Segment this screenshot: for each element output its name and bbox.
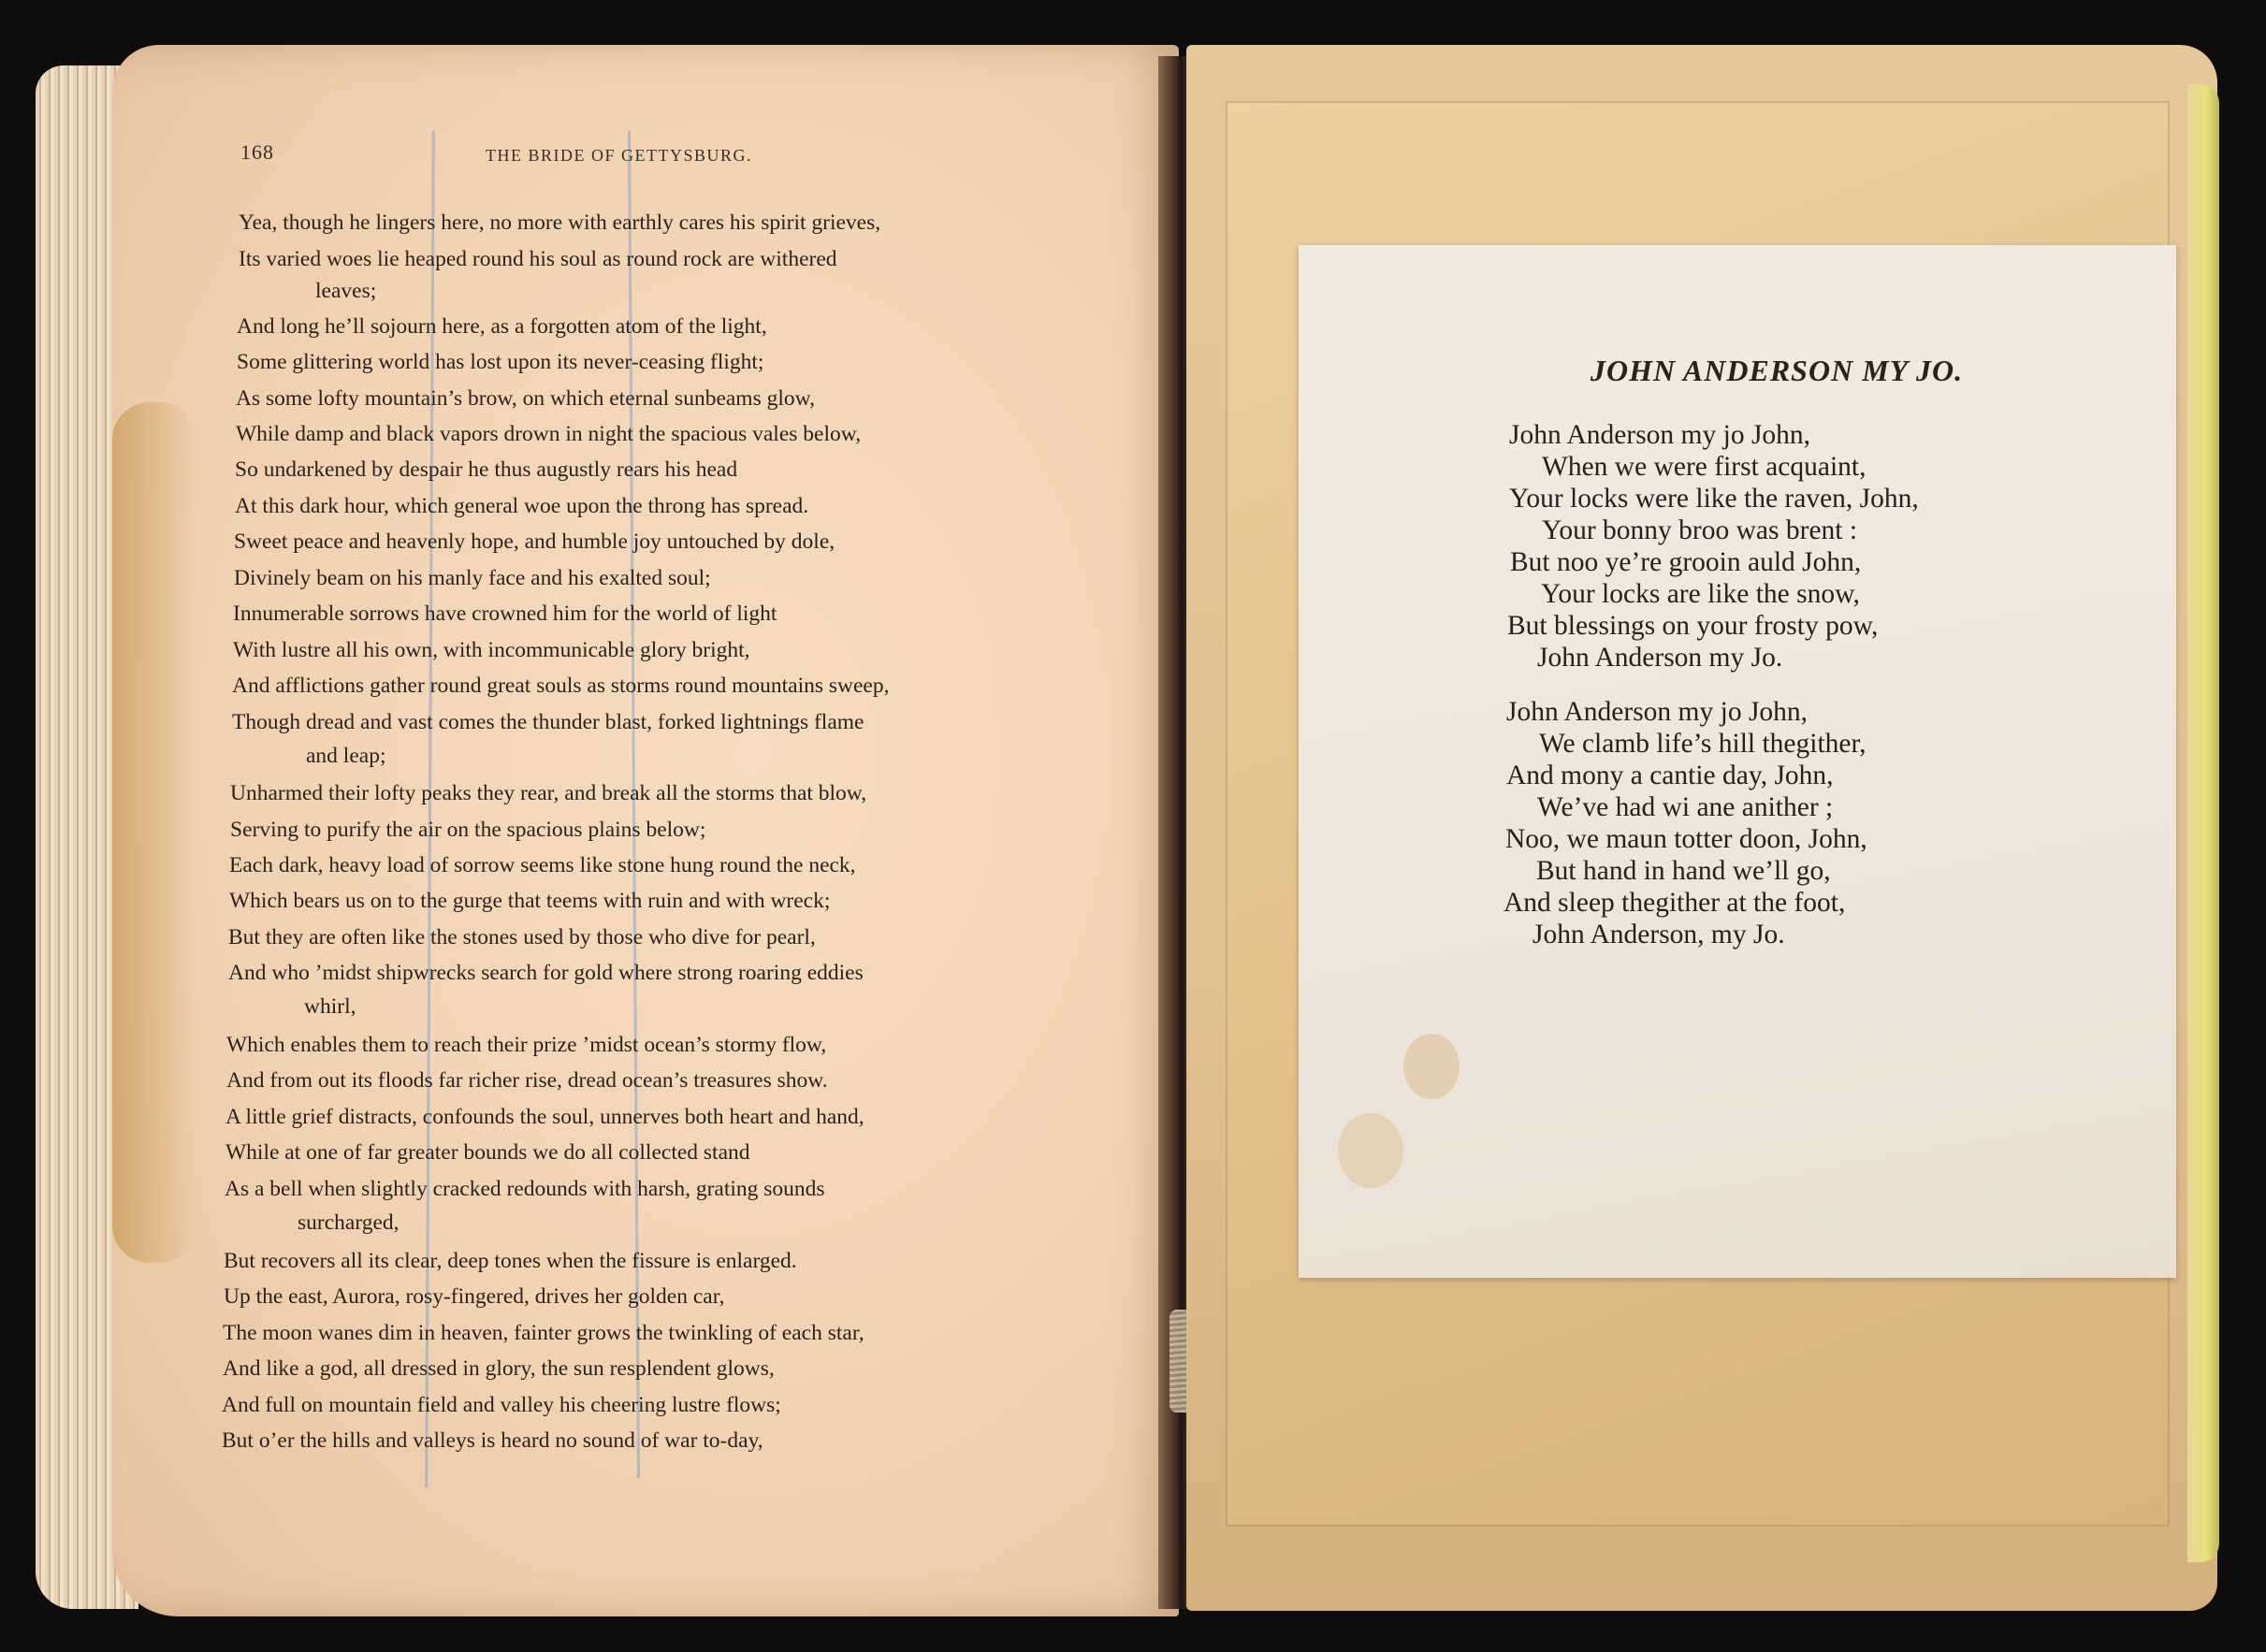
poem-line: But blessings on your frosty pow, — [1507, 611, 1879, 641]
text-line: Up the east, Aurora, rosy-fingered, drives her golden car, — [224, 1284, 725, 1309]
stain — [1403, 1034, 1460, 1099]
right-page-edge — [2187, 84, 2219, 1562]
text-line: Though dread and vast comes the thunder blast, forked lightnings flame — [232, 710, 864, 734]
text-line: The moon wanes dim in heaven, fainter grows the twinkling of each star, — [223, 1321, 864, 1345]
text-line: and leap; — [306, 744, 386, 768]
text-line: Its varied woes lie heaped round his soul as round rock are withered — [239, 247, 837, 271]
text-line: With lustre all his own, with incommunicable glory bright, — [233, 638, 750, 662]
poem-line: Your locks were like the raven, John, — [1509, 484, 1919, 514]
text-line: leaves; — [315, 279, 377, 303]
text-line: Innumerable sorrows have crowned him for the world of light — [233, 601, 777, 626]
poem-line: Your locks are like the snow, — [1541, 579, 1860, 609]
clipping-title: JOHN ANDERSON MY JO. — [1591, 354, 1964, 387]
text-line: And who ’midst shipwrecks search for gold where strong roaring eddies — [228, 961, 864, 985]
text-line: As some lofty mountain’s brow, on which eternal sunbeams glow, — [236, 386, 815, 411]
text-line: And afflictions gather round great souls as storms round mountains sweep, — [232, 674, 890, 698]
text-line: As a bell when slightly cracked redounds with harsh, grating sounds — [225, 1177, 825, 1201]
poem-line: We’ve had wi ane anither ; — [1537, 792, 1834, 822]
text-line: Yea, though he lingers here, no more with earthly cares his spirit grieves, — [239, 210, 881, 235]
text-line: Divinely beam on his manly face and his exalted soul; — [234, 566, 711, 590]
running-head — [240, 140, 1082, 178]
poem-line: But noo ye’re grooin auld John, — [1510, 547, 1862, 577]
poem-line: And sleep thegither at the foot, — [1503, 888, 1846, 918]
poem-line: John Anderson my Jo. — [1537, 643, 1783, 673]
text-line: And from out its floods far richer rise, dread ocean’s treasures show. — [226, 1068, 828, 1093]
poem-line: Your bonny broo was brent : — [1542, 515, 1858, 545]
text-line: At this dark hour, which general woe upon the throng has spread. — [235, 494, 809, 518]
text-line: While damp and black vapors drown in night the spacious vales below, — [236, 422, 862, 446]
poem-line: But hand in hand we’ll go, — [1536, 856, 1831, 886]
poem-line: We clamb life’s hill thegither, — [1539, 729, 1867, 759]
text-line: Some glittering world has lost upon its never-ceasing flight; — [237, 350, 764, 374]
text-line: Which enables them to reach their prize ’midst ocean’s stormy flow, — [226, 1033, 827, 1057]
text-line: Unharmed their lofty peaks they rear, and break all the storms that blow, — [230, 781, 867, 805]
poem-line: And mony a cantie day, John, — [1506, 761, 1834, 790]
page-number: 168 — [240, 140, 274, 164]
text-line: Sweet peace and heavenly hope, and humble joy untouched by dole, — [234, 529, 835, 554]
text-line: A little grief distracts, confounds the soul, unnerves both heart and hand, — [225, 1105, 864, 1129]
water-stain — [112, 402, 196, 1263]
text-line: And full on mountain field and valley his cheering lustre flows; — [222, 1393, 781, 1417]
text-line: While at one of far greater bounds we do all collected stand — [225, 1140, 750, 1165]
text-line: But o’er the hills and valleys is heard no sound of war to-day, — [222, 1428, 763, 1453]
text-line: surcharged, — [298, 1210, 399, 1235]
running-title: THE BRIDE OF GETTYSBURG. — [486, 146, 753, 165]
text-line: And like a god, all dressed in glory, the sun resplendent glows, — [223, 1356, 775, 1381]
text-line: whirl, — [304, 994, 356, 1019]
poem-line: John Anderson my jo John, — [1509, 420, 1811, 450]
text-line: And long he’ll sojourn here, as a forgotten atom of the light, — [237, 314, 767, 339]
text-line: But recovers all its clear, deep tones when the fissure is enlarged. — [224, 1249, 797, 1273]
stain — [1338, 1113, 1403, 1188]
text-line: But they are often like the stones used by those who dive for pearl, — [228, 925, 816, 949]
poem-line: When we were first acquaint, — [1542, 452, 1867, 482]
poem-line: John Anderson my jo John, — [1506, 697, 1808, 727]
text-line: Each dark, heavy load of sorrow seems like stone hung round the neck, — [229, 853, 856, 877]
poem-line: Noo, we maun totter doon, John, — [1505, 824, 1867, 854]
text-line: Which bears us on to the gurge that teems with ruin and with wreck; — [229, 889, 831, 913]
text-line: So undarkened by despair he thus augustly rears his head — [235, 457, 738, 482]
poem-line: John Anderson, my Jo. — [1532, 920, 1785, 949]
text-line: Serving to purify the air on the spacious plains below; — [230, 818, 706, 842]
